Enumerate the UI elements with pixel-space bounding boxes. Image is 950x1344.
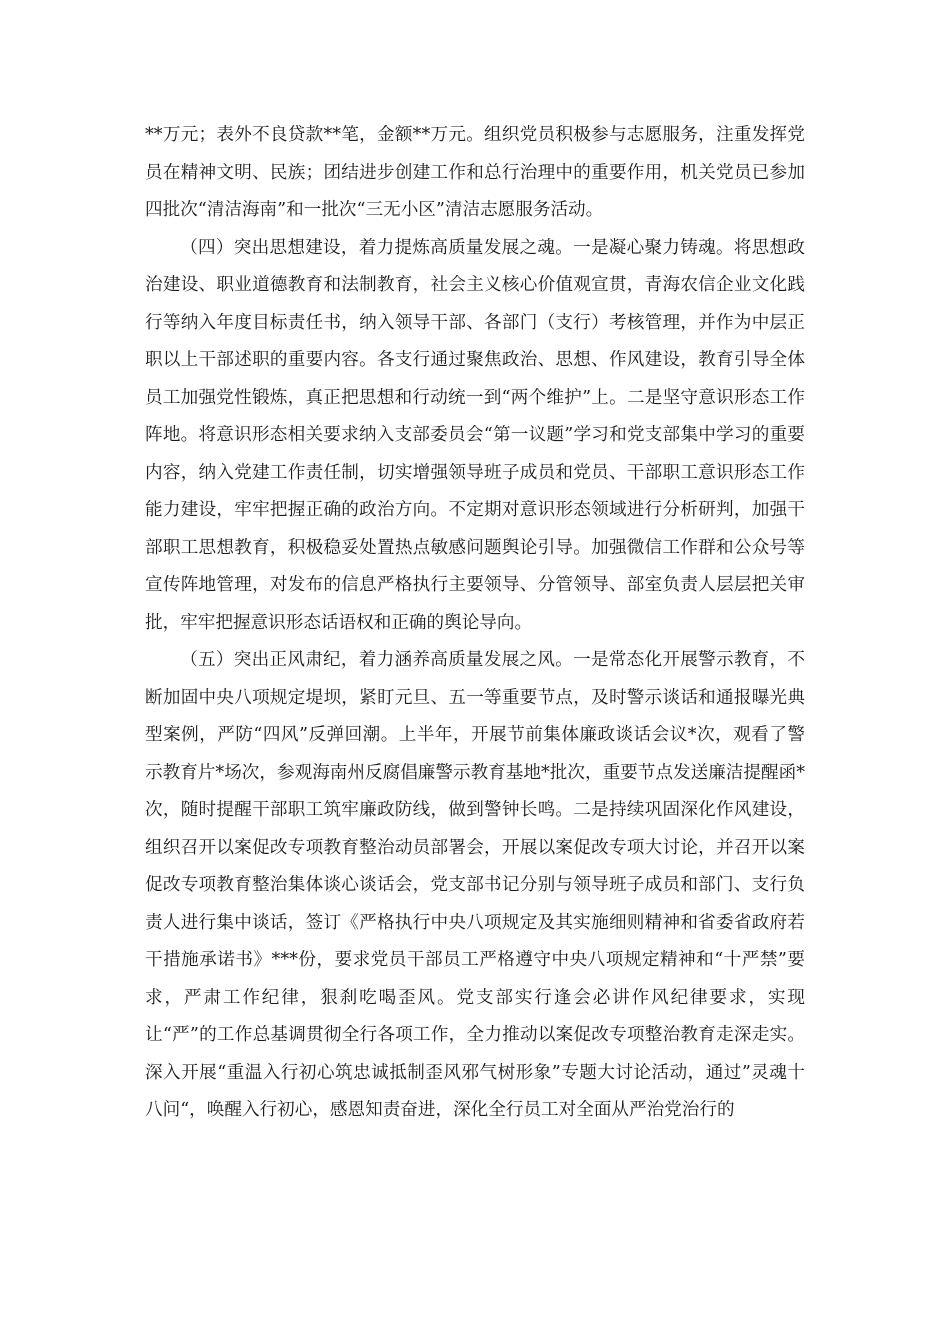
- document-body: [145, 117, 805, 1130]
- paragraph-1: **万元；表外不良贷款**笔，金额**万元。组织党员积极参与志愿服务，注重发挥党员在精神文明、民族；团结进步创建工作和总行治理中的重要作用，机关党员已参加四批次“清洁海南”和一批次“三无小区”清洁志愿服务活动。: [145, 125, 805, 220]
- paragraph-2-thought-building: （四）突出思想建设，着力提炼高质量发展之魂。一是凝心聚力铸魂。将思想政治建设、职业道德教育和法制教育，社会主义核心价值观宣贯，青海农信企业文化践行等纳入年度目标责任书，纳入领导干部、各部门（支行）考核管理，并作为中层正职以上干部述职的重要内容。各支行通过聚焦政治、思想、作风建设，教育引导全体员工加强党性锻炼，真正把思想和行动统一到“两个维护”上。二是坚守意识形态工作阵地。将意识形态相关要求纳入支部委员会“第一议题”学习和党支部集中学习的重要内容，纳入党建工作责任制，切实增强领导班子成员和党员、干部职工意识形态工作能力建设，牢牢把握正确的政治方向。不定期对意识形态领域进行分析研判，加强干部职工思想教育，积极稳妥处置热点敏感问题舆论引导。加强微信工作群和公众号等宣传阵地管理，对发布的信息严格执行主要领导、分管领导、部室负责人层层把关审批，牢牢把握意识形态话语权和正确的舆论导向。: [145, 237, 805, 633]
- paragraph-3-discipline: （五）突出正风肃纪，着力涵养高质量发展之风。一是常态化开展警示教育，不断加固中央八项规定堤坝，紧盯元旦、五一等重要节点，及时警示谈话和通报曝光典型案例，严防“四风”反弹回潮。上半年，开展节前集体廉政谈话会议*次，观看了警示教育片*场次，参观海南州反腐倡廉警示教育基地*批次，重要节点发送廉洁提醒函*次，随时提醒干部职工筑牢廉政防线，做到警钟长鸣。二是持续巩固深化作风建设，组织召开以案促改专项教育整治动员部署会，开展以案促改专项大讨论，并召开以案促改专项教育整治集体谈心谈话会，党支部书记分别与领导班子成员和部门、支行负责人进行集中谈话，签订《严格执行中央八项规定及其实施细则精神和省委省政府若干措施承诺书》***份，要求党员干部员工严格遵守中央八项规定精神和“十严禁”要求，严肃工作纪律，狠刹吃喝歪风。党支部实行逢会必讲作风纪律要求，实现让“严”的工作总基调贯彻全行各项工作，全力推动以案促改专项整治教育走深走实。深入开展“重温入行初心筑忠诚抵制歪风邪气树形象”专题大讨论活动，通过”灵魂十八问“，唤醒入行初心，感恩知责奋进，深化全行员工对全面从严治党治行的: [145, 650, 805, 1120]
